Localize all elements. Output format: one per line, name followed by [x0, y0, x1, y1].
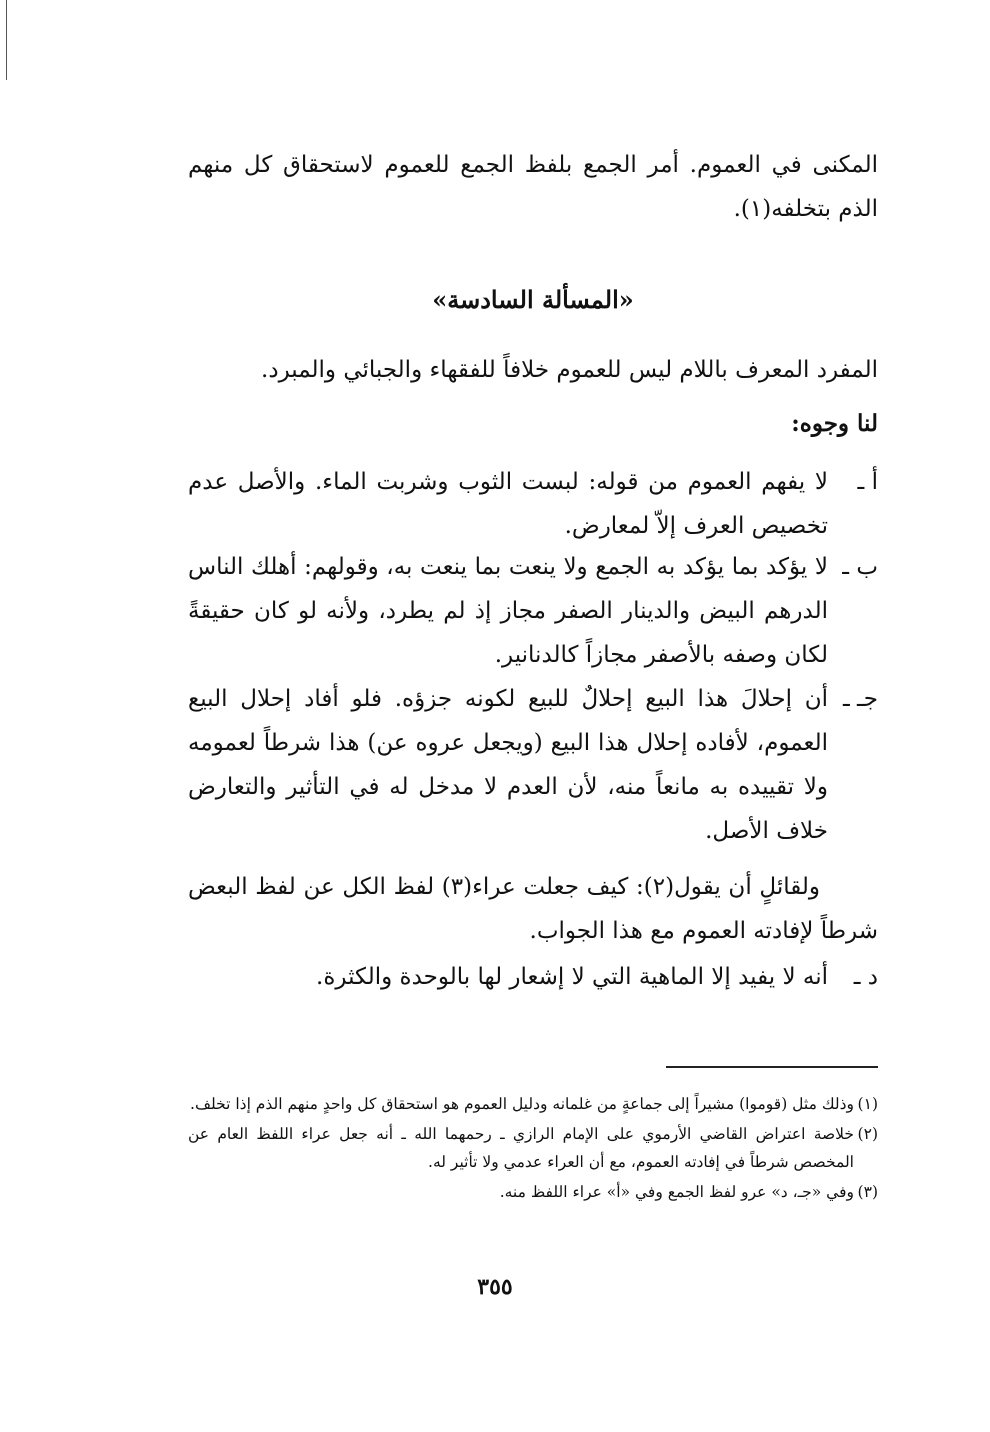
argument-item-a: [188, 460, 878, 548]
item-marker: ب ـ: [842, 554, 878, 580]
argument-item-jim: [188, 677, 878, 853]
footnote-1: [188, 1090, 878, 1118]
footnote-text: وذلك مثل (قوموا) مشيراً إلى جماعةٍ من غلمانه ودليل العموم هو استحقاق كل واحدٍ منهم الذم إذا تخلف.: [190, 1095, 854, 1113]
item-marker: جـ ـ: [842, 686, 878, 712]
argument-item-b: [188, 545, 878, 677]
item-text: لا يفهم العموم من قوله: لبست الثوب وشربت الماء. والأصل عدم تخصيص العرف إلاّ لمعارض.: [188, 469, 828, 539]
footnote-3: [188, 1178, 878, 1206]
section-heading: «المسألة السادسة»: [432, 285, 634, 314]
item-text: أن إحلالَ هذا البيع إحلالٌ للبيع لكونه جزؤه. فلو أفاد إحلال البيع العموم، لأفاده إحلال هذا البيع (ويجعل عروه عن) هذا شرطاً لعمومه ولا تقييده به مانعاً منه، لأن العدم لا مدخل له في التأثير والتعارض خلاف الأصل.: [188, 686, 828, 844]
footnote-text: خلاصة اعتراض القاضي الأرموي على الإمام الرازي ـ رحمهما الله ـ أنه جعل عراء اللفظ العام عن المخصص شرطاً في إفادته العموم، مع أن العراء عدمي ولا تأثير له.: [188, 1125, 854, 1171]
item-text: أنه لا يفيد إلا الماهية التي لا إشعار لها بالوحدة والكثرة.: [316, 964, 828, 990]
footnote-number: (٣): [857, 1183, 878, 1201]
argument-item-dal: [188, 955, 878, 999]
statement-paragraph: المفرد المعرف باللام ليس للعموم خلافاً للفقهاء والجبائي والمبرد.: [261, 357, 878, 383]
arguments-intro: لنا وجوه:: [791, 410, 878, 437]
footnote-text: وفي «جـ، د» عرو لفظ الجمع وفي «أ» عراء اللفظ منه.: [499, 1183, 854, 1201]
footnotes: [188, 1090, 878, 1208]
footnote-separator: [666, 1066, 878, 1068]
scan-edge-line: [6, 0, 7, 80]
footnote-number: (١): [857, 1095, 878, 1113]
footnote-2: [188, 1120, 878, 1176]
intro-paragraph: المكنى في العموم. أمر الجمع بلفظ الجمع للعموم لاستحقاق كل منهم الذم بتخلفه(١).: [188, 152, 878, 222]
item-text: لا يؤكد بما يؤكد به الجمع ولا ينعت بما ينعت به، وقولهم: أهلك الناس الدرهم البيض والدينار الصفر مجاز إذ لم يطرد، ولأنه لو كان حقيقةً لكان وصفه بالأصفر مجازاً كالدنانير.: [188, 554, 828, 668]
item-marker: أ ـ: [857, 469, 878, 495]
item-marker: د ـ: [853, 964, 878, 990]
page-number: ٣٥٥: [477, 1274, 513, 1300]
footnote-number: (٢): [857, 1125, 878, 1143]
objection-paragraph: ولقائلٍ أن يقول(٢): كيف جعلت عراء(٣) لفظ الكل عن لفظ البعض شرطاً لإفادته العموم مع هذا الجواب.: [188, 874, 878, 944]
